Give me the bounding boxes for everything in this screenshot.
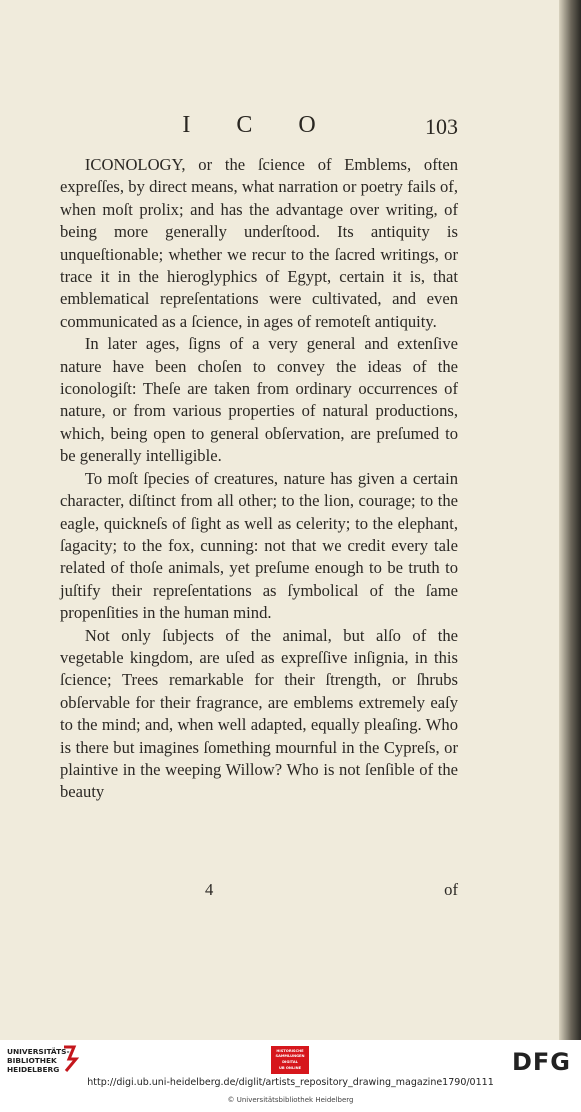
catchword: of — [444, 880, 458, 899]
badge-line: SAMMLUNGEN — [275, 1054, 305, 1058]
page-number: 103 — [425, 114, 458, 139]
dfg-logo: DFG — [511, 1048, 571, 1076]
book-spine-shadow — [559, 0, 581, 1040]
historic-collections-badge[interactable] — [271, 1046, 309, 1074]
signature-mark: 4 — [205, 880, 214, 899]
copyright-notice: © Universitätsbibliothek Heidelberg — [227, 1096, 354, 1104]
body-text — [60, 154, 458, 804]
paragraph-2: In later ages, ſigns of a very general and extenſive nature have been choſen to convey the ideas of the iconologiſt: Theſe are taken from ordinary occurrences of nature, or from various properties of natural productions, which, being open to general obſervation, are preſumed to be generally intelligible. — [60, 334, 458, 466]
library-logo-icon — [60, 1045, 80, 1073]
library-name-line: HEIDELBERG — [7, 1065, 60, 1074]
library-name-line: BIBLIOTHEK — [7, 1056, 57, 1065]
permalink-url[interactable]: http://digi.ub.uni-heidelberg.de/diglit/artists_repository_drawing_magazine1790/0111 — [87, 1077, 494, 1088]
paragraph-3: To moſt ſpecies of creatures, nature has given a certain character, diſtinct from all other; to the lion, courage; to the eagle, quickneſs of ſight as well as celerity; to the elephant, ſagacity; to the fox, cunning: not that we credit every tale related of thoſe animals, yet preſume enough to be truth to juſtify their repreſentations as ſymbolical of the ſame propenſities in the human mind. — [60, 468, 458, 623]
page-foot — [60, 880, 458, 904]
badge-line: HISTORISCHE — [276, 1049, 304, 1053]
badge-line: DIGITAL — [282, 1060, 298, 1064]
paragraph-1: ICONOLOGY, or the ſcience of Emblems, often expreſſes, by direct means, what narration or poetry fails of, when moſt prolix; and has the advantage over writing, of being more generally underſtood. Its antiquity is unqueſtionable; whether we recur to the ſacred writings, or trace it in the hieroglyphics of Egypt, certain it is, that emblematical repreſentations were cultivated, and even communicated as a ſcience, in ages of remoteſt antiquity. — [60, 155, 458, 331]
paragraph-4: Not only ſubjects of the animal, but alſo of the vegetable kingdom, are uſed as expreſſive inſignia, in this ſcience; Trees remarkable for their ſtrength, or ſhrubs obſervable for their fragrance, are emblems extremely eaſy to the mind; and, when well adapted, equally pleaſing. Who is there but imagines ſomething mournful in the Cypreſs, or plaintive in the weeping Willow? Who is not ſenſible of the beauty — [60, 625, 458, 802]
badge-line: UB ONLINE — [278, 1066, 302, 1070]
library-logo-text — [7, 1047, 97, 1074]
viewer-footer — [0, 1040, 581, 1112]
library-name-line: UNIVERSITÄTS- — [7, 1047, 70, 1056]
page-header — [60, 112, 458, 142]
running-title: I C O — [182, 112, 336, 138]
